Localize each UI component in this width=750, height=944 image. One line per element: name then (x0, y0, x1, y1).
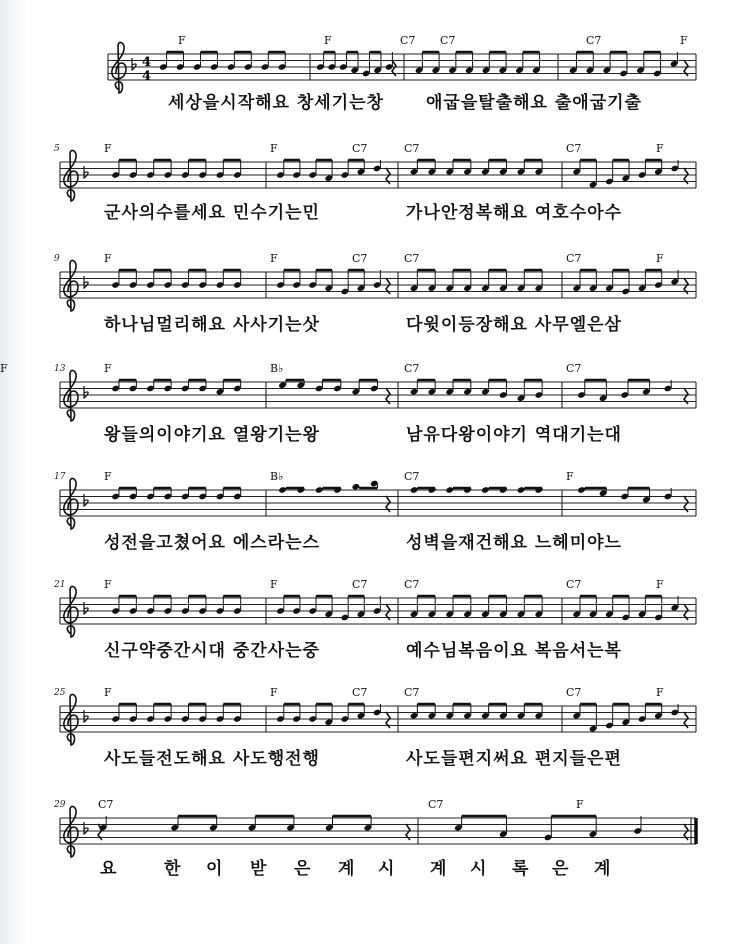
time-signature-bottom: 4 (142, 69, 152, 84)
chord-symbol: F (656, 252, 664, 265)
chord-symbol: F (0, 362, 8, 375)
lyric-line: 신구약중간시대 중간사는중 (104, 641, 320, 661)
lyric-syllable: 요 (100, 859, 118, 879)
chord-symbol: F (270, 578, 278, 591)
lyric-syllable: 한 (164, 859, 182, 879)
lyric-syllable: 록 (512, 859, 530, 879)
chord-symbol: C7 (404, 252, 420, 265)
chord-symbol: C7 (404, 578, 420, 591)
staff-system (60, 478, 696, 529)
staff-system (60, 694, 696, 745)
measure-number: 13 (54, 364, 66, 374)
staff-system (60, 370, 696, 421)
lyric-syllable: 은 (552, 859, 570, 879)
chord-symbol: C7 (400, 34, 416, 47)
measure-number: 21 (54, 580, 66, 590)
lyric-line: 남유다왕이야기 역대기는대 (406, 425, 622, 445)
time-signature-top: 4 (142, 55, 152, 70)
lyric-line: 군사의수를세요 민수기는민 (104, 203, 320, 223)
measure-number: 5 (54, 144, 60, 154)
lyric-line: 성전을고쳤어요 에스라는스 (104, 533, 320, 553)
flat-sign-icon (84, 386, 88, 398)
chord-symbol: F (104, 686, 112, 699)
treble-clef-icon (64, 478, 78, 529)
flat-sign-icon (84, 276, 88, 288)
chord-symbol: F (576, 798, 584, 811)
chord-symbol: F (656, 578, 664, 591)
chord-symbol: C7 (440, 34, 456, 47)
chord-symbol: C7 (566, 686, 582, 699)
chord-symbol: C7 (428, 798, 444, 811)
lyric-syllable: 시 (470, 859, 488, 879)
lyric-syllable: 계 (430, 859, 448, 879)
chord-symbol: C7 (566, 362, 582, 375)
lyric-line: 세상을시작해요 창세기는창 (168, 93, 384, 113)
chord-symbol: F (270, 686, 278, 699)
staff-system (60, 260, 696, 311)
lyric-line: 다윗이등장해요 사무엘은삼 (406, 315, 622, 335)
chord-symbol: B♭ (270, 470, 284, 483)
chord-symbol: C7 (566, 252, 582, 265)
chord-symbol: F (104, 470, 112, 483)
lyric-syllable: 시 (378, 859, 396, 879)
measure-number: 17 (54, 472, 66, 482)
chord-symbol: F (104, 578, 112, 591)
lyric-syllable: 이 (206, 859, 224, 879)
lyric-line: 예수님복음이요 복음서는복 (406, 641, 622, 661)
flat-sign-icon (84, 822, 88, 834)
treble-clef-icon (64, 806, 78, 857)
chord-symbol: F (104, 252, 112, 265)
treble-clef-icon (64, 260, 78, 311)
treble-clef-icon (64, 586, 78, 637)
lyric-syllable: 은 (294, 859, 312, 879)
chord-symbol: C7 (404, 362, 420, 375)
chord-symbol: F (270, 252, 278, 265)
chord-symbol: F (270, 142, 278, 155)
measure-number: 29 (54, 800, 66, 810)
lyric-line: 하나님멀리해요 사사기는삿 (104, 315, 320, 335)
lyric-line: 왕들의이야기요 열왕기는왕 (104, 425, 320, 445)
treble-clef-icon (112, 42, 126, 93)
lyric-line: 사도들편지써요 편지들은편 (406, 749, 622, 769)
chord-symbol: C7 (352, 578, 368, 591)
chord-symbol: F (178, 34, 186, 47)
flat-sign-icon (84, 602, 88, 614)
flat-sign-icon (84, 494, 88, 506)
flat-sign-icon (84, 166, 88, 178)
flat-sign-icon (132, 58, 136, 70)
chord-symbol: F (656, 142, 664, 155)
chord-symbol: F (566, 470, 574, 483)
staff-system (60, 806, 696, 857)
measure-number: 25 (54, 688, 66, 698)
lyric-line: 성벽을재건해요 느헤미야느 (406, 533, 622, 553)
treble-clef-icon (64, 694, 78, 745)
chord-symbol: C7 (404, 142, 420, 155)
chord-symbol: C7 (352, 142, 368, 155)
chord-symbol: F (656, 686, 664, 699)
staff-system (60, 150, 696, 201)
staff-system (108, 42, 696, 93)
treble-clef-icon (64, 370, 78, 421)
chord-symbol: B♭ (270, 362, 284, 375)
chord-symbol: C7 (98, 798, 114, 811)
chord-symbol: C7 (586, 34, 602, 47)
chord-symbol: F (324, 34, 332, 47)
flat-sign-icon (84, 710, 88, 722)
staff-system (60, 586, 696, 637)
chord-symbol: F (104, 142, 112, 155)
lyric-line: 가나안정복해요 여호수아수 (406, 203, 622, 223)
lyric-syllable: 받 (250, 859, 268, 879)
chord-symbol: C7 (566, 578, 582, 591)
lyric-syllable: 계 (594, 859, 612, 879)
chord-symbol: C7 (566, 142, 582, 155)
chord-symbol: C7 (352, 686, 368, 699)
chord-symbol: C7 (404, 470, 420, 483)
treble-clef-icon (64, 150, 78, 201)
lyric-syllable: 계 (338, 859, 356, 879)
chord-symbol: C7 (352, 252, 368, 265)
chord-symbol: C7 (404, 686, 420, 699)
measure-number: 9 (54, 254, 60, 264)
chord-symbol: F (680, 34, 688, 47)
chord-symbol: F (104, 362, 112, 375)
lyric-line: 사도들전도해요 사도행전행 (104, 749, 320, 769)
lyric-line: 애굽을탈출해요 출애굽기출 (426, 93, 642, 113)
